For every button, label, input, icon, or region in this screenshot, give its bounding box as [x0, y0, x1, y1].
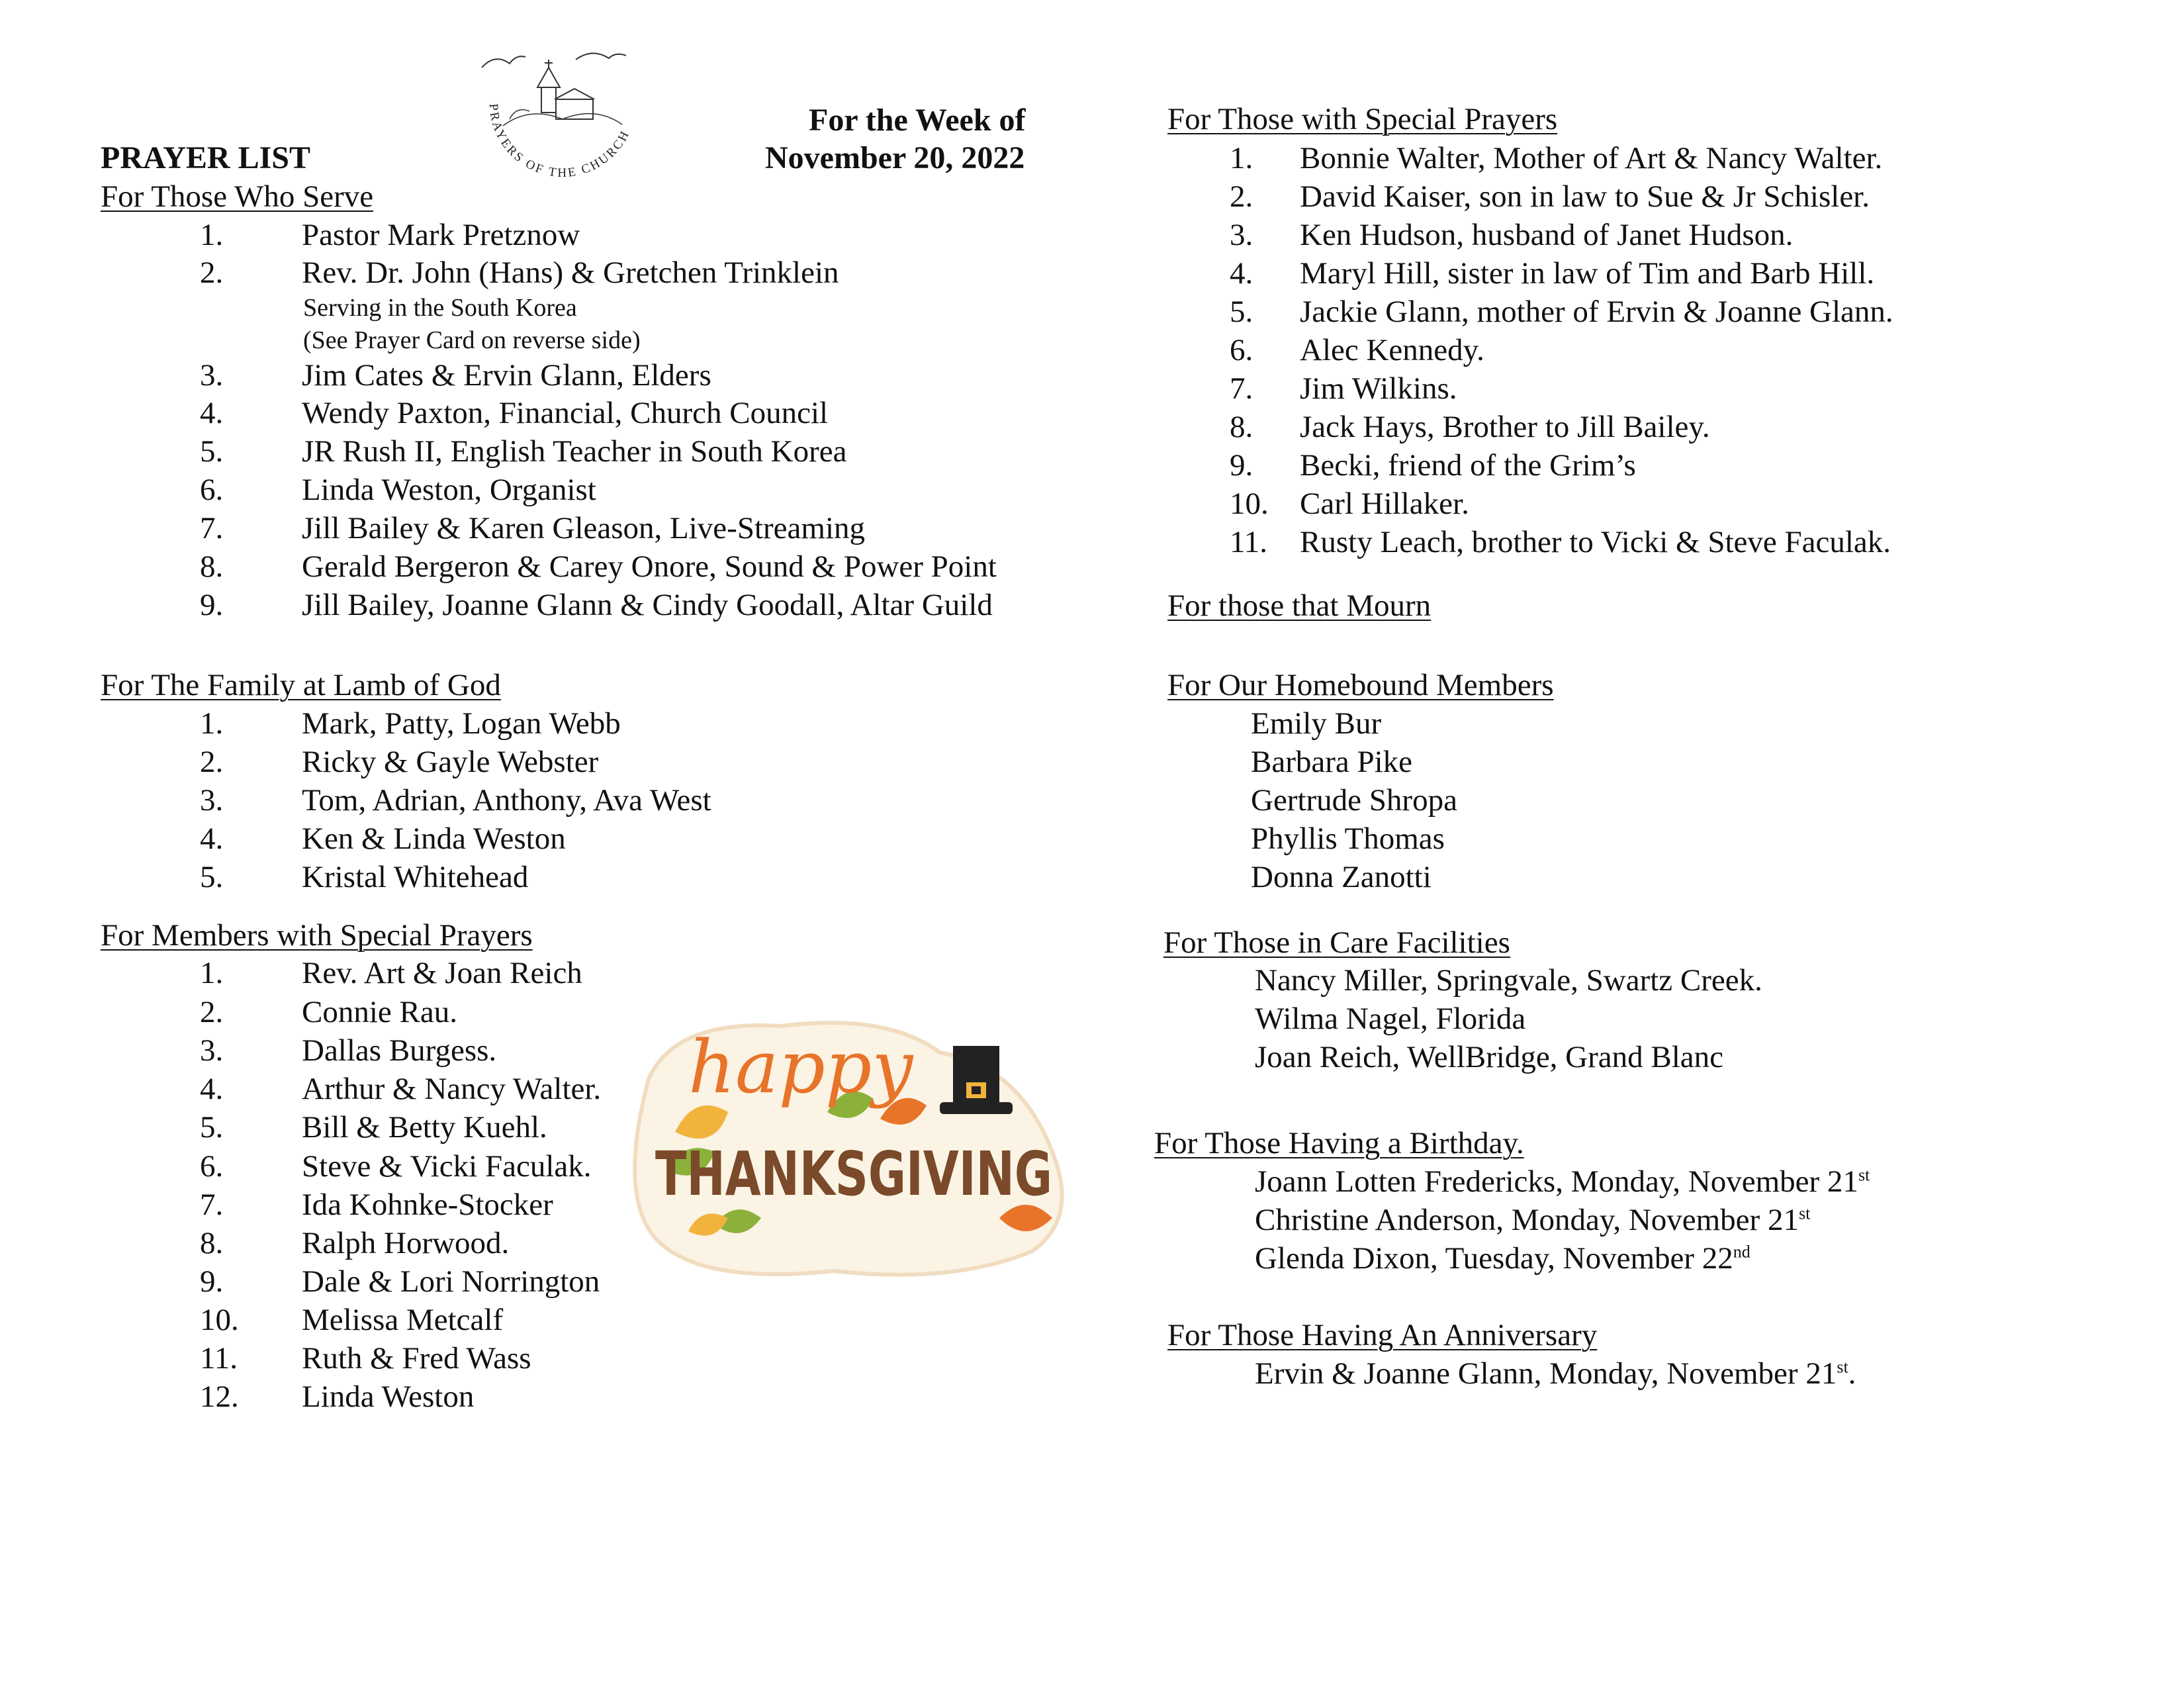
- ordinal-suffix: st: [1858, 1165, 1870, 1185]
- section-heading-care: For Those in Care Facilities: [1163, 925, 1510, 960]
- item-number: 5.: [200, 1110, 224, 1145]
- item-number: 9.: [200, 588, 224, 622]
- page-title: PRAYER LIST: [101, 140, 310, 175]
- section-heading-birthday: For Those Having a Birthday.: [1154, 1126, 1524, 1160]
- happy-thanksgiving-graphic: [629, 1006, 1079, 1284]
- item-text: Dale & Lori Norrington: [302, 1264, 600, 1299]
- item-text: Ruth & Fred Wass: [302, 1341, 531, 1376]
- item-number: 4.: [200, 396, 224, 430]
- item-number: 7.: [1230, 371, 1253, 406]
- item-text: Ricky & Gayle Webster: [302, 745, 599, 779]
- item-text: Mark, Patty, Logan Webb: [302, 706, 621, 741]
- list-item: [1255, 1202, 1810, 1238]
- item-text: Gerald Bergeron & Carey Onore, Sound & Power Point: [302, 549, 997, 584]
- item-text: Linda Weston: [302, 1380, 475, 1414]
- dove-icon: [482, 56, 525, 68]
- item-text: Tom, Adrian, Anthony, Ava West: [302, 783, 711, 818]
- item-number: 4.: [200, 821, 224, 856]
- ordinal-suffix: st: [1837, 1357, 1848, 1377]
- item-number: 1.: [200, 706, 224, 741]
- happy-word: happy: [688, 1025, 913, 1109]
- list-item: [1255, 1241, 1751, 1276]
- logo-text: PRAYERS OF THE CHURCH: [486, 103, 633, 181]
- item-number: 5.: [200, 860, 224, 894]
- section-heading-special: For Those with Special Prayers: [1167, 102, 1558, 136]
- item-text: Bill & Betty Kuehl.: [302, 1110, 547, 1145]
- item-text: David Kaiser, son in law to Sue & Jr Schisler.: [1300, 179, 1870, 214]
- item-text: Bonnie Walter, Mother of Art & Nancy Walter.: [1300, 141, 1883, 175]
- section-heading-members: For Members with Special Prayers: [101, 918, 533, 953]
- item-text: Jill Bailey, Joanne Glann & Cindy Goodall, Altar Guild: [302, 588, 993, 622]
- list-item: Wilma Nagel, Florida: [1255, 1002, 1526, 1036]
- serve-note: (See Prayer Card on reverse side): [303, 326, 641, 354]
- list-item: Nancy Miller, Springvale, Swartz Creek.: [1255, 963, 1762, 998]
- item-text: Rev. Art & Joan Reich: [302, 956, 582, 990]
- item-number: 5.: [1230, 295, 1253, 329]
- item-text: Jim Wilkins.: [1300, 371, 1457, 406]
- item-text: Wendy Paxton, Financial, Church Council: [302, 396, 829, 430]
- item-number: 2.: [1230, 179, 1253, 214]
- item-text: Joann Lotten Fredericks, Monday, November 21: [1255, 1164, 1858, 1199]
- item-text: JR Rush II, English Teacher in South Korea: [302, 434, 847, 469]
- thanksgiving-word: THANKSGIVING: [655, 1139, 1052, 1209]
- item-number: 5.: [200, 434, 224, 469]
- item-number: 3.: [200, 783, 224, 818]
- list-item: Barbara Pike: [1251, 745, 1413, 779]
- item-number: 12.: [200, 1380, 239, 1414]
- item-text: Ervin & Joanne Glann, Monday, November 21: [1255, 1356, 1837, 1391]
- section-heading-anniversary: For Those Having An Anniversary: [1167, 1318, 1598, 1352]
- item-text: Ken & Linda Weston: [302, 821, 566, 856]
- item-text: Arthur & Nancy Walter.: [302, 1072, 602, 1106]
- item-text: Carl Hillaker.: [1300, 487, 1469, 521]
- item-number: 4.: [200, 1072, 224, 1106]
- item-text: Glenda Dixon, Tuesday, November 22: [1255, 1241, 1733, 1276]
- right-column: [1125, 0, 2184, 1688]
- item-number: 3.: [1230, 218, 1253, 252]
- list-item: Joan Reich, WellBridge, Grand Blanc: [1255, 1040, 1724, 1074]
- item-text: Kristal Whitehead: [302, 860, 529, 894]
- item-number: 1.: [200, 218, 224, 252]
- item-text: Dallas Burgess.: [302, 1033, 497, 1068]
- item-text: Ida Kohnke-Stocker: [302, 1188, 553, 1222]
- item-number: 3.: [200, 1033, 224, 1068]
- item-number: 1.: [1230, 141, 1253, 175]
- week-label: For the Week of: [809, 103, 1026, 138]
- item-text: Ken Hudson, husband of Janet Hudson.: [1300, 218, 1794, 252]
- item-number: 6.: [200, 473, 224, 507]
- item-number: 8.: [200, 549, 224, 584]
- item-number: 9.: [1230, 448, 1253, 483]
- item-text: Becki, friend of the Grim’s: [1300, 448, 1636, 483]
- item-text: Steve & Vicki Faculak.: [302, 1149, 592, 1184]
- item-number: 7.: [200, 1188, 224, 1222]
- item-text: Pastor Mark Pretznow: [302, 218, 580, 252]
- item-text: Jackie Glann, mother of Ervin & Joanne Glann.: [1300, 295, 1893, 329]
- item-number: 6.: [1230, 333, 1253, 367]
- item-number: 4.: [1230, 256, 1253, 291]
- item-text: Jim Cates & Ervin Glann, Elders: [302, 358, 711, 393]
- section-heading-serve: For Those Who Serve: [101, 179, 374, 214]
- section-heading-mourn: For those that Mourn: [1167, 588, 1432, 623]
- item-number: 8.: [1230, 410, 1253, 444]
- item-number: 2.: [200, 745, 224, 779]
- ordinal-suffix: nd: [1733, 1242, 1751, 1262]
- list-item: Emily Bur: [1251, 706, 1382, 741]
- item-text: Rev. Dr. John (Hans) & Gretchen Trinklein: [302, 256, 839, 290]
- list-item: Gertrude Shropa: [1251, 783, 1457, 818]
- item-text: Linda Weston, Organist: [302, 473, 596, 507]
- ordinal-suffix: st: [1798, 1203, 1811, 1223]
- item-text: Jack Hays, Brother to Jill Bailey.: [1300, 410, 1710, 444]
- svg-text:PRAYERS OF THE CHURCH: [486, 103, 633, 180]
- dove-icon: [576, 53, 626, 60]
- item-text: Jill Bailey & Karen Gleason, Live-Streaming: [302, 511, 866, 545]
- item-number: 3.: [200, 358, 224, 393]
- list-item: Donna Zanotti: [1251, 860, 1432, 894]
- item-number: 10.: [200, 1303, 239, 1337]
- item-number: 9.: [200, 1264, 224, 1299]
- item-text: Alec Kennedy.: [1300, 333, 1484, 367]
- item-text: Melissa Metcalf: [302, 1303, 504, 1337]
- list-item: [1255, 1164, 1870, 1199]
- item-number: 2.: [200, 256, 224, 290]
- item-number: 6.: [200, 1149, 224, 1184]
- item-number: 11.: [200, 1341, 238, 1376]
- item-text: Rusty Leach, brother to Vicki & Steve Faculak.: [1300, 525, 1891, 559]
- list-item: Phyllis Thomas: [1251, 821, 1445, 856]
- item-text: Maryl Hill, sister in law of Tim and Barb Hill.: [1300, 256, 1875, 291]
- prayers-of-the-church-logo: [463, 41, 662, 187]
- item-number: 2.: [200, 995, 224, 1029]
- item-text: Ralph Horwood.: [302, 1226, 510, 1260]
- serve-note: Serving in the South Korea: [303, 294, 577, 322]
- item-text: Christine Anderson, Monday, November 21: [1255, 1203, 1799, 1237]
- item-number: 8.: [200, 1226, 224, 1260]
- item-number: 11.: [1230, 525, 1268, 559]
- item-number: 7.: [200, 511, 224, 545]
- section-heading-homebound: For Our Homebound Members: [1167, 668, 1554, 702]
- week-date: November 20, 2022: [765, 140, 1025, 175]
- section-heading-family: For The Family at Lamb of God: [101, 668, 501, 702]
- list-item: Ervin & Joanne Glann, Monday, November 21st.: [1255, 1356, 1856, 1391]
- item-number: 10.: [1230, 487, 1269, 521]
- item-text: Connie Rau.: [302, 995, 457, 1029]
- item-number: 1.: [200, 956, 224, 990]
